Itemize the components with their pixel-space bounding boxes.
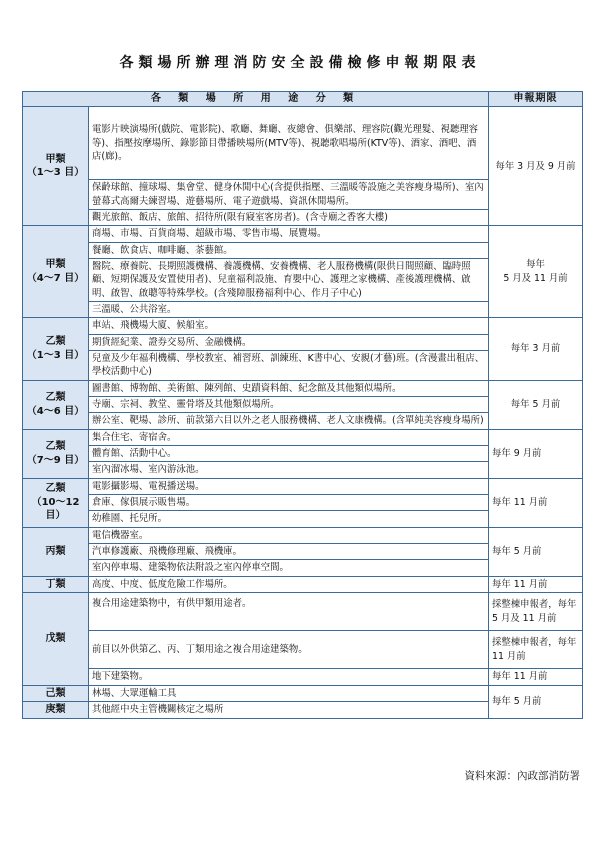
table-row (23, 685, 583, 702)
header-usage: 各 類 場 所 用 途 分 類 (23, 92, 489, 107)
deadline-cell (489, 226, 583, 318)
category-cell: 丙類 (23, 527, 89, 576)
usage-cell: 電影片映演場所(戲院、電影院)、歌廳、舞廳、夜總會、俱樂部、理容院(觀光理髮、視聽理容等)、指壓按摩場所、錄影節目帶播映場所(MTV等)、視聽歌唱場所(KTV等)、酒家、酒吧、酒店(廊)。 (89, 107, 489, 180)
category-cell (23, 107, 89, 226)
usage-cell: 複合用途建築物中，有供甲類用途者。 (89, 593, 489, 631)
category-name: 乙類 (45, 336, 66, 348)
category-cell: 己類 (23, 685, 89, 702)
usage-cell: 室內停車場、建築物依法附設之室內停車空間。 (89, 560, 489, 576)
usage-cell: 期貨經紀業、證券交易所、金融機構。 (89, 334, 489, 350)
deadline-cell: 每年 11 月前 (489, 669, 583, 685)
usage-cell: 餐廳、飲食店、咖啡廳、茶藝館。 (89, 242, 489, 258)
deadline-cell: 每年 11 月前 (489, 478, 583, 527)
usage-cell: 其他經中央主管機關核定之場所 (89, 702, 489, 719)
category-sub: （1～3 目） (26, 167, 85, 179)
category-sub: （10～12 目） (31, 496, 80, 522)
deadline-cell: 每年 9 月前 (489, 429, 583, 478)
usage-cell: 倉庫、傢俱展示販售場。 (89, 495, 489, 511)
category-cell (23, 478, 89, 527)
deadline-cell: 每年 5 月前 (489, 380, 583, 429)
usage-cell: 商場、市場、百貨商場、超級市場、零售市場、展覽場。 (89, 226, 489, 242)
usage-cell: 辦公室、靶場、診所、前款第六目以外之老人服務機構、老人文康機構。(含單純美容瘦身場所) (89, 413, 489, 429)
table-row (23, 669, 583, 685)
deadline-cell: 每年 5 月前 (489, 685, 583, 718)
table-row (23, 593, 583, 631)
usage-cell: 電影攝影場、電視播送場。 (89, 478, 489, 494)
deadline-line: 5 月及 11 月前 (503, 272, 568, 284)
usage-cell: 幼稚園、托兒所。 (89, 511, 489, 527)
usage-cell: 三溫暖、公共浴室。 (89, 301, 489, 317)
category-cell (23, 226, 89, 318)
source-note: 資料來源：內政部消防署 (464, 770, 580, 782)
table-header-row (23, 92, 583, 107)
category-name: 乙類 (45, 392, 66, 404)
deadline-line: 每年 (526, 259, 545, 271)
deadline-cell: 採整棟申報者，每年 11 月前 (489, 631, 583, 669)
table-row (23, 380, 583, 396)
table-row (23, 429, 583, 445)
category-sub: （4～7 目） (26, 272, 85, 284)
usage-cell: 高度、中度、低度危險工作場所。 (89, 576, 489, 593)
category-name: 甲類 (45, 259, 66, 271)
deadline-cell: 每年 3 月及 9 月前 (489, 107, 583, 226)
usage-cell: 保齡球館、撞球場、集會堂、健身休閒中心(含提供指壓、三溫暖等設施之美容瘦身場所)、室內螢幕式高爾夫練習場、遊藝場所、電子遊戲場、資訊休閒場所。 (89, 180, 489, 210)
usage-cell: 林場、大眾運輸工具 (89, 685, 489, 702)
usage-cell: 體育館、活動中心。 (89, 446, 489, 462)
usage-cell: 汽車修護廠、飛機修理廠、飛機庫。 (89, 544, 489, 560)
category-sub: （7～9 目） (26, 454, 85, 466)
category-name: 乙類 (45, 441, 66, 453)
category-cell: 戊類 (23, 593, 89, 685)
header-deadline: 申報期限 (489, 92, 583, 107)
table-row (23, 226, 583, 242)
category-sub: （1～3 目） (26, 349, 85, 361)
usage-cell: 前目以外供第乙、丙、丁類用途之複合用途建築物。 (89, 631, 489, 669)
category-cell (23, 380, 89, 429)
category-cell (23, 429, 89, 478)
category-name: 乙類 (45, 483, 66, 495)
usage-cell: 醫院、療養院、長期照護機構、養護機構、安養機構、老人服務機構(限供日間照顧、臨時照顧、短期保護及安置使用者)、兒童福利設施、育嬰中心、護理之家機構、產後護理機構、啟明、啟智、啟聰等特殊學校。(含殘障服務福利中心、作月子中心) (89, 258, 489, 301)
usage-cell: 圖書館、博物館、美術館、陳列館、史蹟資料館、紀念館及其他類似場所。 (89, 380, 489, 396)
deadline-cell: 每年 11 月前 (489, 576, 583, 593)
category-cell (23, 318, 89, 380)
category-cell: 庚類 (23, 702, 89, 719)
category-cell: 丁類 (23, 576, 89, 593)
deadline-cell: 每年 3 月前 (489, 318, 583, 380)
usage-cell: 寺廟、宗祠、教堂、靈骨塔及其他類似場所。 (89, 397, 489, 413)
deadline-cell: 每年 5 月前 (489, 527, 583, 576)
usage-cell: 車站、飛機場大廈、候船室。 (89, 318, 489, 334)
table-row (23, 576, 583, 593)
table-row (23, 107, 583, 180)
usage-cell: 兒童及少年福利機構、學校教室、補習班、訓練班、K書中心、安親(才藝)班。(含漫畫出租店、學校活動中心) (89, 350, 489, 380)
usage-cell: 地下建築物。 (89, 669, 489, 685)
table-row (23, 318, 583, 334)
deadline-table (22, 91, 583, 719)
page-title: 各類場所辦理消防安全設備檢修申報期限表 (119, 55, 481, 71)
category-sub: （4～6 目） (26, 405, 85, 417)
usage-cell: 觀光旅館、飯店、旅館、招待所(限有寢室客房者)。(含寺廟之香客大樓) (89, 209, 489, 225)
deadline-cell: 採整棟申報者，每年 5 月及 11 月前 (489, 593, 583, 631)
category-name: 甲類 (45, 153, 66, 165)
usage-cell: 集合住宅、寄宿舍。 (89, 429, 489, 445)
table-row (23, 631, 583, 669)
usage-cell: 電信機器室。 (89, 527, 489, 543)
usage-cell: 室內溜冰場、室內游泳池。 (89, 462, 489, 478)
table-row (23, 527, 583, 543)
table-row (23, 478, 583, 494)
